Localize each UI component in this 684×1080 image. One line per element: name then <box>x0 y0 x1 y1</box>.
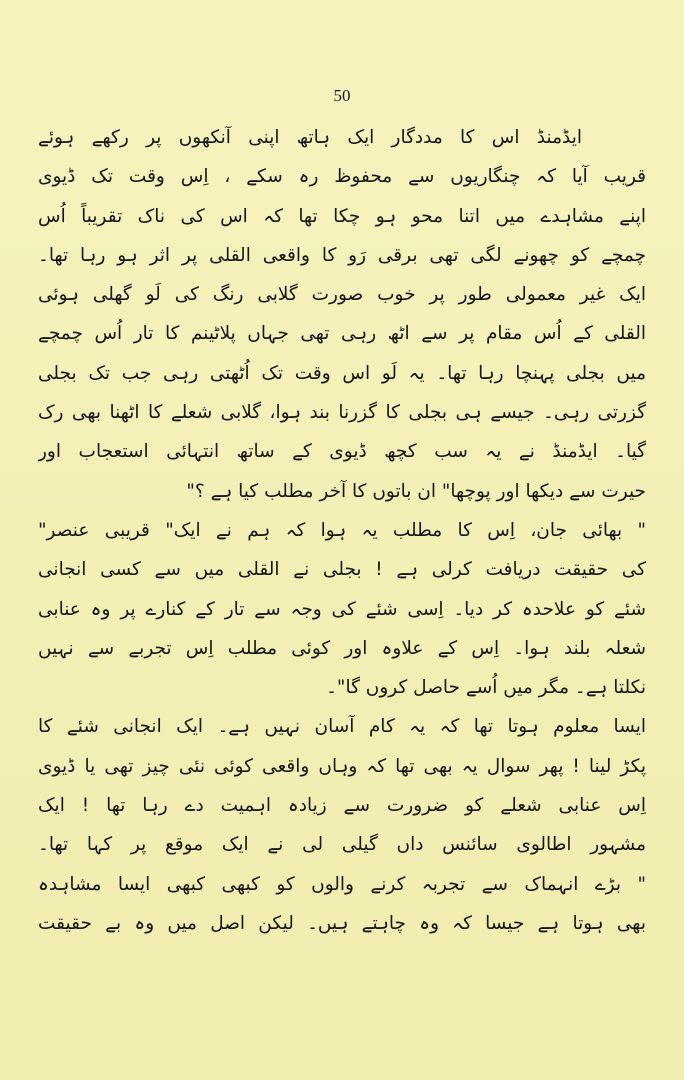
text-line-13: شئے کو علاحدہ کر دیا۔ اِسی شئے کی وجہ سے تار کے کنارے پر وہ عنابی <box>38 598 646 620</box>
text-line-4: چمچے کو چھونے لگی تھی برقی رَو کا واقعی القلی پر اثر ہو رہا تھا۔ <box>38 244 646 266</box>
text-line-9: گیا۔ ایڈمنڈ نے یہ سب کچھ ڈیوی کے ساتھ انتہائی استعجاب اور <box>38 441 646 463</box>
text-line-15: نکلتا ہے۔ مگر میں اُسے حاصل کروں گا"۔ <box>326 677 646 699</box>
text-line-12: کی حقیقت دریافت کرلی ہے ! بجلی نے القلی میں سے کسی انجانی <box>38 559 646 581</box>
text-line-7: میں بجلی پہنچا رہا تھا۔ یہ لَو اس وقت تک اُٹھتی رہی جب تک بجلی <box>38 362 646 384</box>
text-line-2: قریب آیا کہ چنگاریوں سے محفوظ رہ سکے ، اِس وقت تک ڈیوی <box>38 166 646 188</box>
text-line-3: اپنے مشاہدے میں اتنا محو ہو چکا تھا کہ اس کی ناک تقریباً اُس <box>38 205 646 227</box>
text-line-10: حیرت سے دیکھا اور پوچھا" ان باتوں کا آخر مطلب کیا ہے ؟" <box>186 480 646 502</box>
text-line-17: پکڑ لینا ! پھر سوال یہ بھی تھا کہ وہاں واقعی کوئی نئی چیز تھی یا ڈیوی <box>38 755 646 777</box>
body-text <box>38 118 646 943</box>
text-line-5: ایک غیر معمولی طور پر خوب صورت گلابی رنگ کی لَو گھلی ہوئی <box>38 284 646 306</box>
text-line-6: القلی کے اُس مقام پر سے اٹھ رہی تھی جہاں پلاٹینم کا تار اُس چمچے <box>38 323 646 345</box>
text-line-1: ایڈمنڈ اس کا مددگار ایک ہاتھ اپنی آنکھوں پر رکھے ہوئے <box>38 127 582 148</box>
text-line-19: مشہور اطالوی سائنس داں گیلی لی نے ایک موقع پر کہا تھا۔ <box>38 834 646 856</box>
text-line-11: " بھائی جان، اِس کا مطلب یہ ہوا کہ ہم نے ایک" قریبی عنصر" <box>38 519 646 541</box>
page-number: 50 <box>333 86 351 105</box>
text-line-21: بھی ہوتا ہے جیسا کہ وہ چاہتے ہیں۔ لیکن اصل میں وہ بے حقیقت <box>38 912 646 934</box>
text-line-14: شعلہ بلند ہوا۔ اِس کے علاوہ اور کوئی مطلب اِس تجربے سے نہیں <box>38 637 646 659</box>
text-line-16: ایسا معلوم ہوتا تھا کہ یہ کام آسان نہیں ہے۔ ایک انجانی شئے کا <box>38 716 646 738</box>
text-line-18: اِس عنابی شعلے کو ضرورت سے زیادہ اہمیت دے رہا تھا ! ایک <box>38 795 646 817</box>
text-line-8: گزرتی رہی۔ جیسے ہی بجلی کا گزرنا بند ہوا، گلابی شعلے کا اٹھنا بھی رک <box>38 402 646 424</box>
text-line-20: " بڑے انہماک سے تجربہ کرنے والوں کو کبھی کبھی ایسا مشاہدہ <box>38 873 646 895</box>
